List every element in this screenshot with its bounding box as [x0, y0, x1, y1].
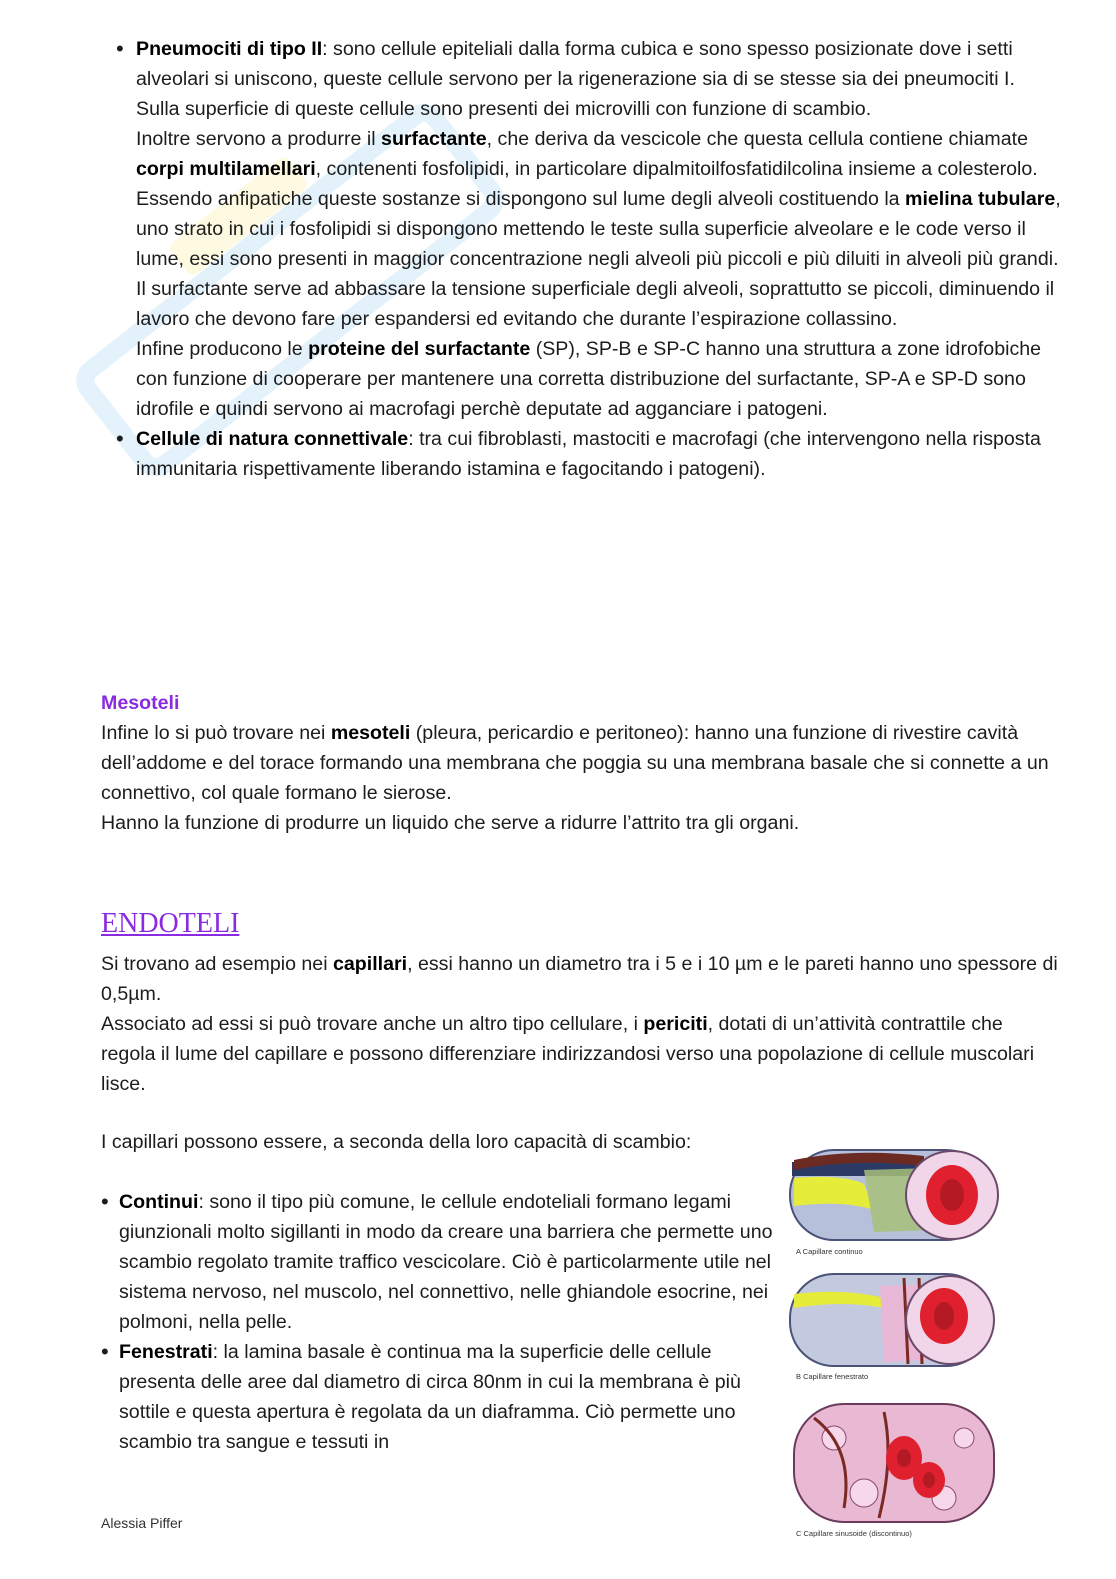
- list-item-cellule-connettivali: [101, 424, 1061, 484]
- text: , essi hanno un diametro tra i 5 e i 10 µm e le pareti hanno uno spessore di 0,5µm.: [101, 953, 1058, 1005]
- term-capillari: capillari: [333, 953, 408, 975]
- section-mesoteli: [101, 688, 1061, 838]
- list-item-continui: [101, 1187, 781, 1337]
- text: , uno strato in cui i fosfolipidi si dispongono mettendo le teste sulla superficie alveolare e le code verso il lume, essi sono presenti in maggior concentrazione negli alveoli più piccoli e più diluiti in alveoli più grandi.: [136, 188, 1061, 270]
- capillari-list: [101, 1187, 781, 1457]
- figure-caption-c: C Capillare sinusoide (discontinuo): [796, 1529, 912, 1538]
- term-continui: Continui: [119, 1191, 199, 1213]
- footer-author: Alessia Piffer: [101, 1515, 183, 1531]
- paragraph: [136, 334, 1061, 424]
- paragraph: Il surfactante serve ad abbassare la tensione superficiale degli alveoli, soprattutto se piccoli, diminuendo il lavoro che devono fare per espandersi ed evitando che durante l’espirazione collassino.: [136, 278, 1055, 330]
- paragraph: [101, 718, 1061, 808]
- text: , che deriva da vescicole che questa cellula contiene chiamate: [486, 128, 1028, 150]
- text: , dotati di un’attività contrattile che regola il lume del capillare e possono differenziare indirizzandosi verso una popolazione di cellule muscolari lisce.: [101, 1013, 1035, 1095]
- term-periciti: periciti: [643, 1013, 708, 1035]
- pneumociti-list: [101, 34, 1061, 484]
- capillary-sinusoid-illustration: [784, 1398, 1004, 1528]
- term-pneumociti-ii: Pneumociti di tipo II: [136, 38, 323, 60]
- term-fenestrati: Fenestrati: [119, 1341, 213, 1363]
- text: Si trovano ad esempio nei: [101, 953, 333, 975]
- figure-caption-a: A Capillare continuo: [796, 1247, 863, 1256]
- endoteli-intro: [101, 949, 1061, 1099]
- capillary-continuous-illustration: [784, 1140, 1004, 1248]
- paragraph: Sulla superficie di queste cellule sono presenti dei microvilli con funzione di scambio.: [136, 98, 872, 120]
- term-proteine-surfactante: proteine del surfactante: [308, 338, 531, 360]
- figure-caption-b: B Capillare fenestrato: [796, 1372, 869, 1381]
- text: , contenenti fosfolipidi, in particolare dipalmitoilfosfatidilcolina insieme a colesterolo.: [315, 158, 1038, 180]
- text: : tra cui fibroblasti, mastociti e macrofagi (che intervengono nella risposta immunitaria rispettivamente liberando istamina e fagocitando i patogeni).: [136, 428, 1041, 480]
- section-heading: Mesoteli: [101, 692, 180, 714]
- list-item-pneumociti-ii: [101, 34, 1061, 424]
- text: : sono il tipo più comune, le cellule endoteliali formano legami giunzionali molto sigillanti in modo da creare una barriera che permette uno scambio regolato tramite traffico vescicolare. Ciò è particolarmente utile nel sistema nervoso, nel muscolo, nel connettivo, nelle ghiandole esocrine, nei polmoni, nella pelle.: [119, 1191, 773, 1333]
- text: : la lamina basale è continua ma la superficie delle cellule presenta delle aree dal diametro di circa 80nm in cui la membrana è più sottile e questa apertura è regolata da un diaframma. Ciò permette uno scambio tra sangue e tessuti in: [119, 1341, 741, 1453]
- capillary-fenestrated-illustration: [784, 1268, 1004, 1376]
- paragraph: Hanno la funzione di produrre un liquido che serve a ridurre l’attrito tra gli organi.: [101, 812, 800, 834]
- term-cellule-connettivali: Cellule di natura connettivale: [136, 428, 409, 450]
- text: Inoltre servono a produrre il: [136, 128, 382, 150]
- paragraph: [101, 1009, 1061, 1099]
- text: Infine lo si può trovare nei: [101, 722, 331, 744]
- text: Essendo anfipatiche queste sostanze si dispongono sul lume degli alveoli costituendo la: [136, 188, 906, 210]
- list-item-fenestrati: [101, 1337, 781, 1457]
- paragraph: [136, 424, 1061, 484]
- term-surfactante: surfactante: [381, 128, 487, 150]
- term-mielina-tubulare: mielina tubulare: [905, 188, 1056, 210]
- text: (pleura, pericardio e peritoneo): hanno una funzione di rivestire cavità dell’addome e del torace formando una membrana che poggia su una membrana basale che si connette a un connettivo, col quale formano le sierose.: [101, 722, 1049, 804]
- paragraph: [101, 949, 1061, 1009]
- text: : sono cellule epiteliali dalla forma cubica e sono spesso posizionate dove i setti alveolari si uniscono, queste cellule servono per la rigenerazione sia di se stesse sia dei pneumociti I.: [136, 38, 1015, 90]
- section-title-endoteli: ENDOTELI: [101, 908, 240, 939]
- term-corpi-multilamellari: corpi multilamellari: [136, 158, 316, 180]
- paragraph: [136, 184, 1061, 274]
- capillari-intro: I capillari possono essere, a seconda della loro capacità di scambio:: [101, 1131, 692, 1153]
- text: Infine producono le: [136, 338, 309, 360]
- text: (SP), SP-B e SP-C hanno una struttura a zone idrofobiche con funzione di cooperare per mantenere una corretta distribuzione del surfactante, SP-A e SP-D sono idrofile e quindi servono ai macrofagi perchè deputate ad agganciare i patogeni.: [136, 338, 1042, 420]
- term-mesoteli: mesoteli: [330, 722, 411, 744]
- paragraph: [136, 34, 1061, 94]
- text: Associato ad essi si può trovare anche un altro tipo cellulare, i: [101, 1013, 644, 1035]
- paragraph: [136, 124, 1061, 184]
